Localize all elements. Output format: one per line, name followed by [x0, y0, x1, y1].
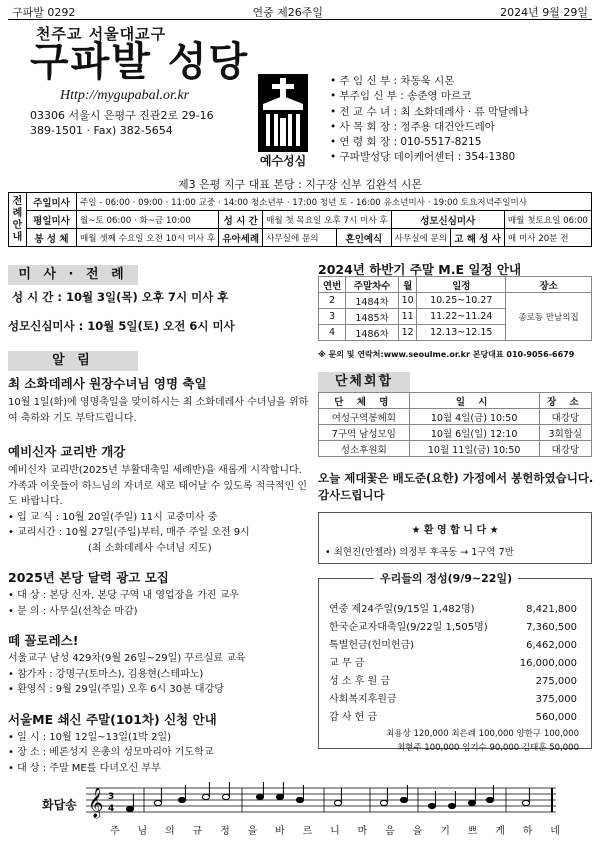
me-col-header: 월 — [399, 277, 417, 293]
welcome-box — [318, 512, 592, 564]
confession-info: 매 미사 20분 전 — [504, 229, 591, 247]
staff-line: • 구파발성당 데이케어센터 : 354-1380 — [330, 150, 595, 165]
note-head — [126, 806, 133, 811]
me-col-header: 장소 — [506, 277, 592, 293]
note-head — [202, 794, 209, 799]
holy-hour-label: 성 시 간 — [219, 211, 263, 229]
infant-baptism-info: 사무실에 문의 — [263, 229, 337, 247]
offerings-title: 우리들의 정성(9/9~22일) — [374, 570, 518, 586]
note-head — [154, 800, 161, 805]
notice-title: 떼 꼴로레스! — [8, 633, 79, 648]
welcome-title: ★ 환 영 합 니 다 ★ — [411, 525, 499, 536]
svg-text:3: 3 — [108, 792, 115, 802]
offering-line: 한국순교자대축일(9/22일 1,505명) 7,360,500 — [329, 622, 577, 633]
altar-flower-thanks: 오늘 제대꽃은 배도준(요한) 가정에서 봉헌하였습니다. 감사드립니다 — [318, 471, 594, 502]
group-col-header: 일 시 — [409, 393, 539, 409]
staff-line: • 연 령 회 장 : 010-5517-8215 — [330, 135, 595, 150]
note-head — [222, 794, 229, 799]
staff-line: • 부주임 신 부 : 송준영 마르코 — [330, 89, 595, 104]
communion-time: 매월 셋째 수요일 오전 10시 미사 후 — [77, 229, 219, 247]
note-head — [448, 803, 455, 808]
note-head — [380, 800, 387, 805]
note-head — [256, 794, 263, 799]
group-col-header: 장 소 — [539, 393, 591, 409]
notice-body: 서울교구 남성 429차(9월 26일~29일) 꾸르실료 교육 — [8, 653, 246, 664]
note-head — [400, 797, 407, 802]
notice-bullet-note: (최 소화데레사 수녀님 지도) — [88, 542, 212, 554]
staff-line: • 사 목 회 장 : 정주용 대건안드레아 — [330, 120, 595, 135]
group-meetings-table — [318, 392, 592, 457]
issue-bar — [8, 4, 592, 20]
sunday-mass-label: 주일미사 — [27, 193, 77, 211]
offering-line: 사회복지후원금 375,000 — [329, 694, 577, 705]
notice-section-heading: 알 림 — [8, 351, 138, 371]
note-head — [428, 803, 435, 808]
notice-title: 서울ME 쇄신 주말(101차) 신청 안내 — [8, 711, 217, 727]
me-heading: 2024년 하반기 주말 M.E 일정 안내 — [318, 262, 522, 277]
marian-mass-time: 매월 첫토요일 06:00 — [504, 211, 591, 229]
notice-bullet: • 입 교 식 : 10월 20일(주일) 11시 교중미사 중 — [8, 511, 218, 523]
notice-list — [8, 374, 310, 776]
offering-line: 연중 제24주일(9/15일 1,482명) 8,421,800 — [329, 604, 577, 615]
welcome-entry: • 최현진(안젤라) 의정부 후곡동 → 1구역 7반 — [325, 547, 514, 558]
note-head — [296, 797, 303, 802]
table-row: 2 1484차 10 10.25~10.27 종로동 만남의집 — [319, 293, 592, 309]
me-place: 종로동 만남의집 — [506, 293, 592, 341]
psalm-lyrics: 주 님 의 규 정 을 바 르 니 마 음 을 기 쁘 게 하 네 — [110, 826, 560, 837]
me-col-header: 연번 — [319, 277, 346, 293]
note-head — [178, 797, 185, 802]
communion-label: 봉 성 체 — [27, 229, 77, 247]
confession-label: 고 해 성 사 — [451, 229, 505, 247]
me-col-header: 주말차수 — [346, 277, 399, 293]
me-schedule-table — [318, 276, 592, 341]
notice-bullet: • 장 소 : 베론성지 은총의 성모마리아 기도학교 — [8, 747, 214, 758]
group-col-header: 단 체 명 — [319, 393, 410, 409]
donor-list: 최용상 120,000 최은례 100,000 양한구 100,000 — [386, 729, 579, 739]
weekday-mass-times: 월~토 06:00 · 화~금 10:00 — [77, 211, 219, 229]
note-head — [522, 800, 529, 805]
schedule-side-label: 전례안내 — [9, 193, 27, 247]
sunday-mass-times: 주일 - 06:00 · 09:00 · 11:00 교중 · 14:00 청소년부 · 17:00 청년 토 - 16:00 유소년미사 · 19:00 토요저녁주일미사 — [77, 193, 592, 211]
notice-title: 예비신자 교리반 개강 — [8, 444, 126, 459]
mass-section-heading: 미 사 · 전 례 — [8, 265, 138, 285]
issue-number: 구파발 0292 — [12, 6, 76, 19]
infant-baptism-label: 유아세례 — [219, 229, 263, 247]
note-head — [276, 794, 283, 799]
table-row: 성소후원회 10월 11일(금) 10:50 대강당 — [319, 441, 592, 457]
notice-bullet: • 대 상 : 본당 신자, 본당 구역 내 영업장을 가진 교우 — [8, 590, 239, 601]
notice-bullet: • 환영식 : 9월 29일(주일) 오후 6시 30분 대강당 — [8, 684, 224, 695]
weekday-mass-label: 평일미사 — [27, 211, 77, 229]
music-staff-icon — [86, 780, 556, 824]
note-head — [486, 797, 493, 802]
table-row: 7구역 남성모임 10월 6일(일) 12:10 3회합실 — [319, 425, 592, 441]
groups-heading: 단체회합 — [318, 372, 410, 392]
notice-bullet: • 대 상 : 주말 ME를 다녀오신 부부 — [8, 762, 161, 774]
notice-bullet: • 참가자 : 강명구(토마스), 김용현(스테파노) — [8, 668, 204, 680]
offerings-box — [318, 578, 592, 753]
note-head — [334, 800, 341, 805]
notice-title: 최 소화데레사 원장수녀님 영명 축일 — [8, 376, 207, 391]
marriage-label: 혼인예식 — [337, 229, 391, 247]
church-title: 구파발 성당 — [30, 39, 250, 85]
offering-line: 성 소 후 원 금 275,000 — [329, 676, 577, 687]
website-url: Http://mygupabal.or.kr — [60, 88, 190, 103]
staff-line: • 전 교 수 녀 : 최 소화데레사 · 류 막달레나 — [330, 105, 595, 120]
holy-hour-notice: 성 시 간 : 10월 3일(목) 오후 7시 미사 후 — [12, 290, 229, 304]
offering-line: 교 무 금 16,000,000 — [329, 658, 577, 669]
notice-body: 10월 1일(화)에 영명축일을 맞이하시는 최 소화데레사 수녀님을 위하여 축하와 기도 부탁드립니다. — [8, 397, 309, 424]
me-col-header: 일정 — [417, 277, 506, 293]
holy-hour-time: 매월 첫 목요일 오후 7시 미사 후 — [263, 211, 392, 229]
marian-mass-notice: 성모신심미사 : 10월 5일(토) 오전 6시 미사 — [8, 319, 235, 333]
church-address: 03306 서울시 은평구 진관2로 29-16 389-1501 · Fax) 382-5654 — [30, 109, 214, 137]
notice-bullet: • 일 시 : 10월 12일~13일(1박 2일) — [8, 731, 172, 743]
psalm-label: 화답송 — [42, 798, 77, 812]
issue-date: 2024년 9월 29일 — [500, 6, 588, 19]
notice-bullet: • 문 의 : 사무실(선착순 마감) — [8, 605, 138, 617]
svg-text:𝄞: 𝄞 — [88, 788, 104, 818]
church-logo-icon — [258, 74, 308, 154]
staff-line: • 주 임 신 부 : 차동욱 시몬 — [330, 74, 595, 89]
table-row: 여성구역봉헤회 10월 4일(금) 10:50 대강당 — [319, 409, 592, 425]
notice-bullet: • 교리시간 : 10월 27일(주일)부터, 매주 주일 오전 9시 — [8, 527, 250, 538]
note-head — [468, 800, 475, 805]
offering-line: 감 사 헌 금 560,000 — [329, 712, 577, 723]
donor-list: 최현주 100,000 임기수 90,000 김태훈 50,000 — [396, 743, 579, 753]
svg-text:4: 4 — [108, 804, 115, 814]
liturgy-schedule-table — [8, 192, 592, 247]
marriage-info: 사무실에 문의 — [391, 229, 451, 247]
notice-body: 예비신자 교리반(2025년 부활대축일 세례반)을 새롭게 시작합니다. 가족과 이웃들이 하느님의 자녀로 새로 태어날 수 있도록 적극적인 인도 바랍니다. — [8, 465, 308, 507]
me-contact: ※ 문의 및 연락처:www.seoulme.or.kr 본당대표 010-9056-6679 — [318, 350, 575, 359]
staff-info — [330, 74, 595, 166]
diocese-name: 천주교 서울대교구 — [36, 25, 167, 43]
marian-mass-label: 성모신심미사 — [391, 211, 504, 229]
liturgical-season: 연중 제26주일 — [252, 6, 324, 19]
offering-line: 특별헌금(헌미헌금) 6,462,000 — [329, 640, 577, 651]
logo-caption: 예수성심 — [259, 154, 307, 168]
notice-title: 2025년 본당 달력 광고 모집 — [8, 570, 169, 585]
table-row: 3 1485차 11 11.22~11.24 — [319, 309, 592, 325]
table-row: 4 1486차 12 12.13~12.15 — [319, 325, 592, 341]
parish-subtitle: 제3 은평 지구 대표 본당 : 지구장 신부 김완석 시몬 — [177, 178, 423, 191]
